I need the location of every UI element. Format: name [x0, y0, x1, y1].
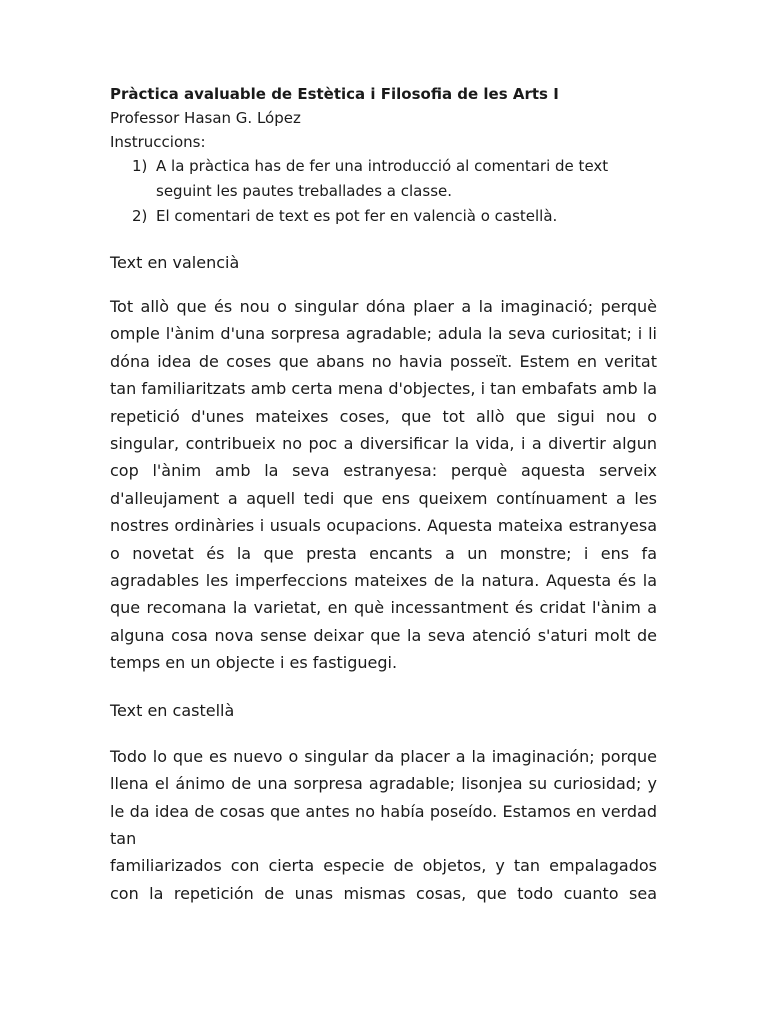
valencian-heading: Text en valencià [110, 253, 240, 272]
instruction-number: 1) [132, 157, 148, 175]
instruction-text: El comentari de text es pot fer en valencià o castellà. [156, 207, 558, 225]
document-page [110, 82, 657, 907]
valencian-text: Tot allò que és nou o singular dóna plaer a la imaginació; perquè omple l'ànim d'una sorpresa agradable; adula la seva curiositat; i li dóna idea de coses que abans no havia posseït. Estem en veritat tan familiaritzats amb certa mena d'objectes, i tan embafats amb la repetició d'unes mateixes coses, que tot allò que sigui nou o singular, contribueix no poc a diversificar la vida, i a divertir algun cop l'ànim amb la seva estranyesa: perquè aquesta serveix d'alleujament a aquell tedi que ens queixem contínuament a les nostres ordinàries i usuals ocupacions. Aquesta mateixa estranyesa o novetat és la que presta encants a un monstre; i ens fa agradables les imperfeccions mateixes de la natura. Aquesta és la que recomana la varietat, en què incessantment és cridat l'ànim a alguna cosa nova sense deixar que la seva atenció s'aturi molt de temps en un objecte i es fastiguegi. [110, 297, 657, 673]
castilian-text-part2: familiarizados con cierta especie de objetos, y tan empalagados con la repetición de unas mismas cosas, que todo cuanto sea [110, 856, 657, 903]
castilian-heading: Text en castellà [110, 700, 235, 720]
instruction-text: A la pràctica has de fer una introducció al comentari de text seguint les pautes treballades a classe. [156, 157, 609, 200]
instruction-number: 2) [132, 207, 148, 225]
instructions-label: Instruccions: [110, 133, 206, 151]
instructions-list [110, 154, 657, 229]
instruction-item [110, 204, 657, 229]
professor-name: Professor Hasan G. López [110, 109, 301, 127]
castilian-text-part1: Todo lo que es nuevo o singular da placer a la imaginación; porque llena el ánimo de una sorpresa agradable; lisonjea su curiosidad; y le da idea de cosas que antes no había poseído. Estamos en verdad tan [110, 746, 657, 848]
document-title: Pràctica avaluable de Estètica i Filosofia de les Arts I [110, 85, 559, 103]
instruction-item [110, 154, 657, 204]
